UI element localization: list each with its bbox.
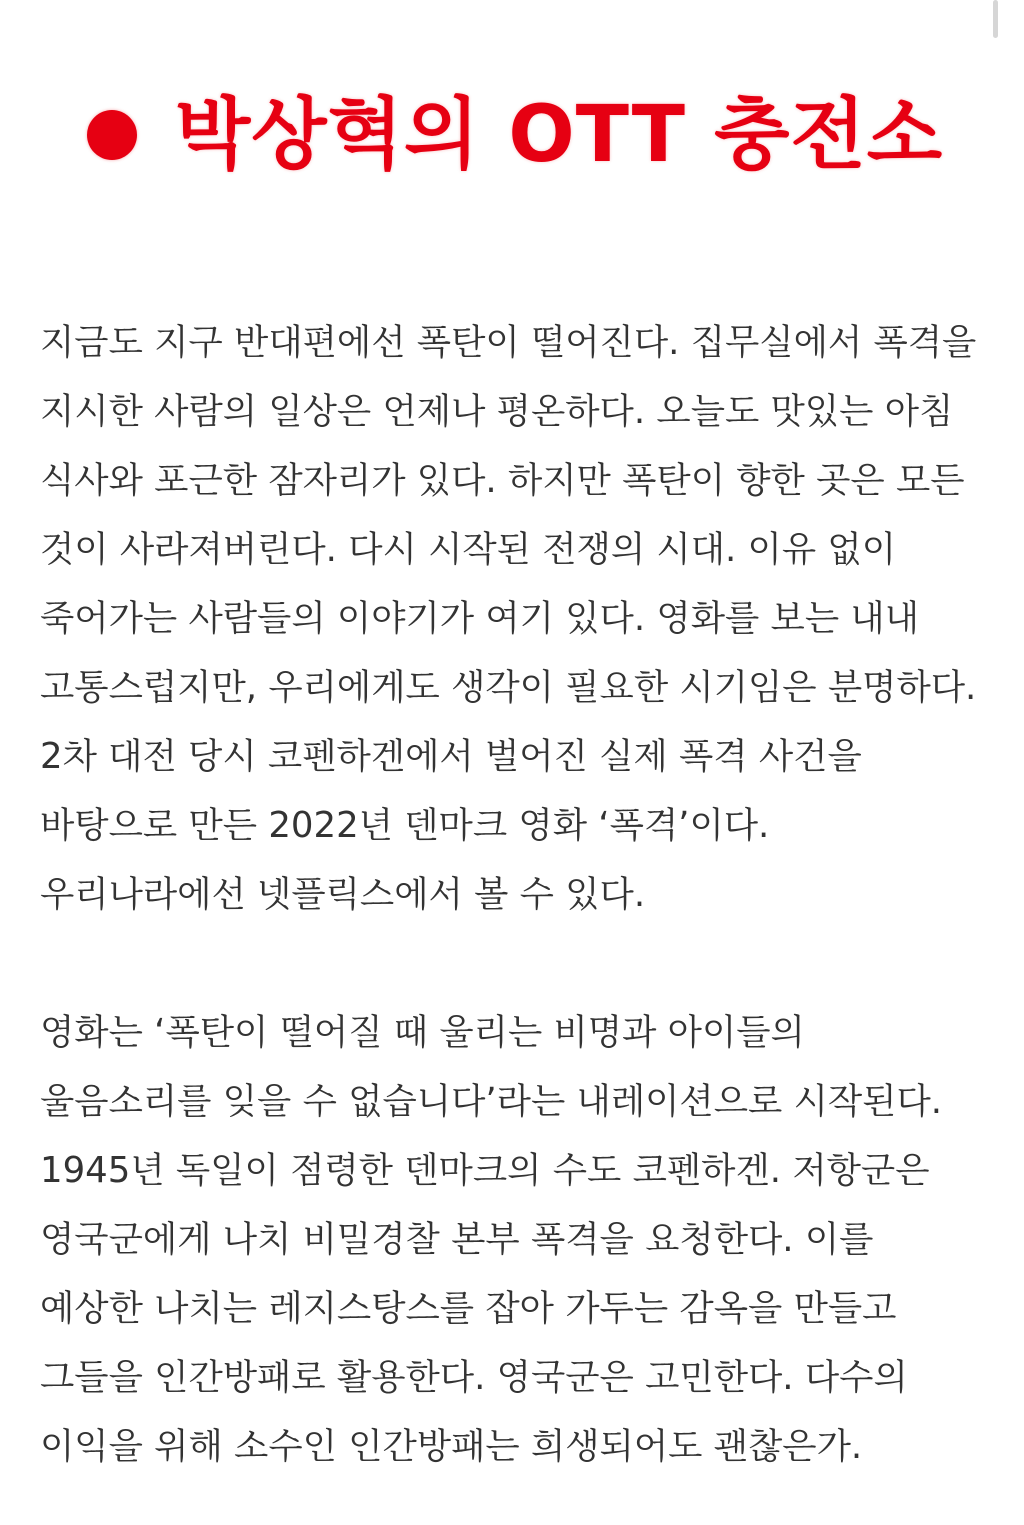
scrollbar[interactable] [984, 0, 1024, 60]
column-title: 박상혁의 OTT 충전소 [174, 90, 944, 180]
article-body [40, 308, 986, 1481]
scrollbar-thumb[interactable] [993, 0, 998, 38]
article-paragraph: 지금도 지구 반대편에선 폭탄이 떨어진다. 집무실에서 폭격을 지시한 사람의 일상은 언제나 평온하다. 오늘도 맛있는 아침 식사와 포근한 잠자리가 있다. 하지만 폭탄이 향한 곳은 모든 것이 사라져버린다. 다시 시작된 전쟁의 시대. 이유 없이 죽어가는 사람들의 이야기가 여기 있다. 영화를 보는 내내 고통스럽지만, 우리에게도 생각이 필요한 시기임은 분명하다. 2차 대전 당시 코펜하겐에서 벌어진 실제 폭격 사건을 바탕으로 만든 2022년 덴마크 영화 ‘폭격’이다. 우리나라에선 넷플릭스에서 볼 수 있다. [40, 322, 977, 915]
article-paragraph: 영화는 ‘폭탄이 떨어질 때 울리는 비명과 아이들의 울음소리를 잊을 수 없습니다’라는 내레이션으로 시작된다. 1945년 독일이 점령한 덴마크의 수도 코펜하겐. 저항군은 영국군에게 나치 비밀경찰 본부 폭격을 요청한다. 이를 예상한 나치는 레지스탕스를 잡아 가두는 감옥을 만들고 그들을 인간방패로 활용한다. 영국군은 고민한다. 다수의 이익을 위해 소수인 인간방패는 희생되어도 괜찮은가. [40, 1012, 943, 1467]
red-dot-icon [87, 110, 137, 160]
column-header-banner [60, 76, 970, 194]
